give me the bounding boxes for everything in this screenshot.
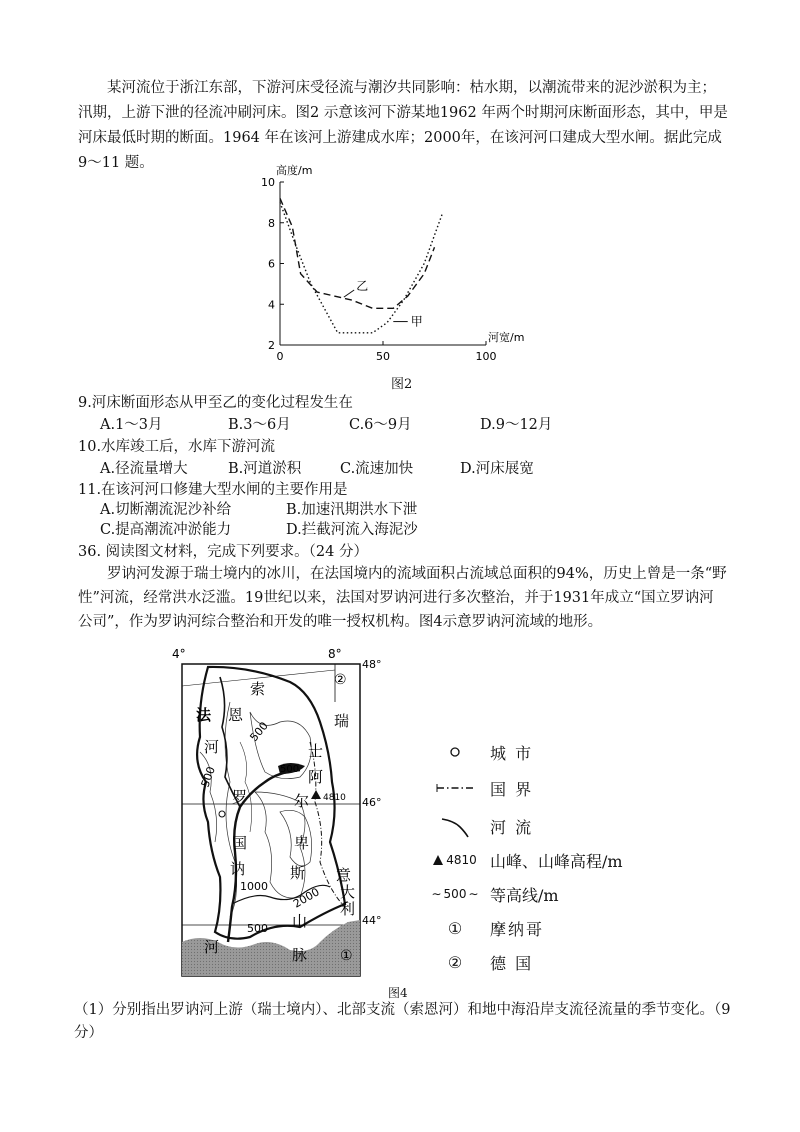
map-char: 国 bbox=[232, 834, 248, 852]
map-char: 索 bbox=[250, 680, 266, 698]
lon-label-8: 8° bbox=[328, 647, 342, 661]
legend-label: 德 国 bbox=[490, 953, 534, 973]
legend-row-city bbox=[420, 738, 533, 766]
question-9-option-b: B.3～6月 bbox=[228, 417, 291, 433]
map-char: 河 bbox=[204, 938, 220, 956]
map-char: 罗 bbox=[232, 788, 248, 806]
x-tick-label: 50 bbox=[376, 350, 390, 363]
map-char: 意 bbox=[336, 866, 352, 884]
x-axis-label: 河宽/m bbox=[488, 331, 525, 344]
peak-legend-value: 4810 bbox=[446, 853, 477, 867]
city-icon bbox=[219, 811, 225, 817]
legend-label: 城 市 bbox=[490, 743, 534, 763]
x-tick-label: 100 bbox=[475, 350, 497, 363]
peak-icon bbox=[420, 853, 490, 867]
contour-label: 1000 bbox=[240, 880, 268, 893]
circled-monaco: ① bbox=[340, 948, 353, 964]
legend-label: 等高线/m bbox=[490, 885, 559, 905]
question-36-material: 罗讷河发源于瑞士境内的冰川，在法国境内的流域面积占流域总面积的94%，历史上曾是一条“野性”河流，经常洪水泛滥。19世纪以来，法国对罗讷河进行多次整治，并于1931年成立“国立罗讷河公司”，作为罗讷河综合整治和开发的唯一授权机构。图4示意罗讷河流域的地形。 bbox=[78, 566, 727, 630]
y-tick-label: 4 bbox=[268, 298, 275, 312]
contour-label: 500 bbox=[247, 719, 271, 744]
peak-label: 4810 bbox=[323, 793, 346, 803]
legend-label: 国 界 bbox=[490, 779, 534, 799]
legend-label: 河 流 bbox=[490, 817, 534, 837]
y-tick-label: 2 bbox=[268, 339, 275, 352]
city-icon bbox=[420, 745, 490, 759]
contour-legend-value: 500 bbox=[443, 887, 467, 901]
legend-row-border bbox=[420, 774, 533, 802]
map-char: 阿 bbox=[308, 768, 324, 786]
circled-germany: ② bbox=[334, 672, 347, 688]
legend-label: 摩纳哥 bbox=[490, 919, 545, 939]
question-36-sub1: （1）分别指出罗讷河上游（瑞士境内）、北部支流（索恩河）和地中海沿岸支流径流量的季节变化。（9分） bbox=[74, 1002, 731, 1041]
series-line-jia bbox=[280, 202, 443, 332]
contour-icon: ∼ 500 ∼ bbox=[431, 887, 479, 901]
legend-row-river bbox=[420, 812, 533, 840]
intro-paragraph: 某河流位于浙江东部，下游河床受径流与潮汐共同影响：枯水期，以潮流带来的泥沙淤积为主；汛期，上游下泄的径流冲刷河床。图2 示意该河下游某地1962 年两个时期河床断面形态，其中，甲是河床最低时期的断面。1964 年在该河上游建成水库；2000年，在该河河口建成大型水闸。据此完成9～11 题。 bbox=[78, 80, 728, 171]
border-icon bbox=[420, 781, 490, 795]
question-9-stem: 9.河床断面形态从甲至乙的变化过程发生在 bbox=[78, 395, 353, 411]
question-9-option-a: A.1～3月 bbox=[100, 417, 163, 433]
lat-label-44: 44° bbox=[362, 914, 382, 927]
river-icon bbox=[420, 813, 490, 839]
y-tick-label: 6 bbox=[268, 257, 275, 271]
contour-label: 500 bbox=[280, 764, 300, 775]
map-char: 卑 bbox=[294, 834, 310, 852]
map-char: 斯 bbox=[290, 864, 306, 882]
map-char: 恩 bbox=[228, 706, 244, 724]
y-tick-label: 8 bbox=[268, 216, 275, 230]
contour-label: 2000 bbox=[291, 885, 322, 911]
question-11-option-b: B.加速汛期洪水下泄 bbox=[286, 502, 418, 518]
y-tick-label: 10 bbox=[261, 176, 275, 189]
map-char: 大 bbox=[340, 883, 356, 901]
question-11-option-c: C.提高潮流冲淤能力 bbox=[100, 522, 232, 538]
fig2-caption: 图2 bbox=[391, 377, 413, 392]
map-char: 河 bbox=[204, 738, 220, 756]
question-11-option-a: A.切断潮流泥沙补给 bbox=[100, 502, 232, 518]
map-char: 士 bbox=[308, 742, 324, 760]
question-11-stem: 11.在该河河口修建大型水闸的主要作用是 bbox=[78, 482, 348, 498]
map-char: 脉 bbox=[292, 946, 308, 964]
question-36-title: 36. 阅读图文材料，完成下列要求。（24 分） bbox=[78, 544, 368, 560]
legend-label: 山峰、山峰高程/m bbox=[490, 851, 623, 871]
series-label-jia: 甲 bbox=[410, 314, 423, 329]
map-char: 尔 bbox=[294, 792, 310, 810]
circled-one-icon: ① bbox=[447, 918, 463, 938]
question-10-option-c: C.流速加快 bbox=[340, 461, 414, 477]
fig4-map bbox=[160, 642, 400, 982]
question-10-stem: 10.水库竣工后，水库下游河流 bbox=[78, 439, 276, 455]
lat-label-46: 46° bbox=[362, 796, 382, 809]
contour-label: 500 bbox=[247, 922, 268, 935]
fig4-caption: 图4 bbox=[388, 986, 408, 1000]
map-char: 利 bbox=[340, 900, 356, 918]
legend-row-germany bbox=[420, 948, 533, 976]
y-axis-label: 高度/m bbox=[276, 164, 313, 177]
label-leader bbox=[344, 290, 354, 297]
legend-row-monaco bbox=[420, 914, 544, 942]
contour-label: 500 bbox=[198, 764, 219, 790]
question-10-option-a: A.径流量增大 bbox=[100, 461, 188, 477]
lat-label-48: 48° bbox=[362, 658, 382, 671]
legend-row-peak bbox=[420, 846, 623, 874]
x-tick-label: 0 bbox=[276, 350, 284, 363]
question-11-option-d: D.拦截河流入海泥沙 bbox=[286, 522, 418, 538]
question-10-option-b: B.河道淤积 bbox=[228, 461, 302, 477]
series-label-yi: 乙 bbox=[356, 278, 369, 293]
fig2-chart bbox=[250, 158, 550, 373]
legend-row-contour bbox=[420, 880, 559, 908]
map-char: 山 bbox=[292, 912, 308, 930]
question-9-option-c: C.6～9月 bbox=[349, 417, 412, 433]
circled-two-icon: ② bbox=[447, 952, 463, 972]
question-10-option-d: D.河床展宽 bbox=[460, 461, 534, 477]
map-char: 瑞 bbox=[334, 712, 350, 730]
question-9-option-d: D.9～12月 bbox=[480, 417, 553, 433]
map-char: 法 bbox=[196, 706, 212, 724]
lon-label-4: 4° bbox=[172, 647, 186, 661]
map-char: 讷 bbox=[230, 860, 246, 878]
